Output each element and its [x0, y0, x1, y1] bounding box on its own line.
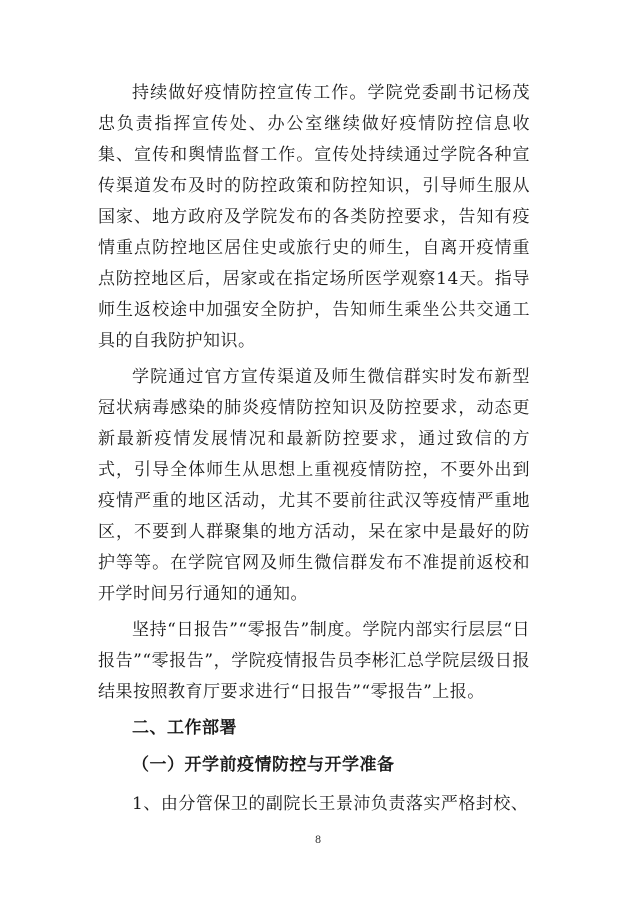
subsection-heading-pre-opening: （一）开学前疫情防控与开学准备	[132, 755, 395, 775]
section-heading-work-deployment: 二、工作部署	[132, 718, 237, 738]
paragraph-daily-report: 坚持“日报告”“零报告”制度。学院内部实行层层“日报告”“零报告”，学院疫情报告员李彬汇总学院层级日报结果按照教育厅要求进行“日报告”“零报告”上报。	[98, 620, 530, 702]
paragraph-epidemic-publicity: 持续做好疫情防控宣传工作。学院党委副书记杨茂忠负责指挥宣传处、办公室继续做好疫情防控信息收集、宣传和舆情监督工作。宣传处持续通过学院各种宣传渠道发布及时的防控政策和防控知识，引导师生服从国家、地方政府及学院发布的各类防控要求，告知有疫情重点防控地区居住史或旅行史的师生，自离开疫情重点防控地区后，居家或在指定场所医学观察14天。指导师生返校途中加强安全防护，告知师生乘坐公共交通工具的自我防护知识。	[98, 83, 530, 351]
list-item-1: 1、由分管保卫的副院长王景沛负责落实严格封校、	[132, 794, 529, 814]
page-content	[98, 78, 530, 825]
page-number: 8	[314, 835, 322, 846]
paragraph-official-channels: 学院通过官方宣传渠道及师生微信群实时发布新型冠状病毒感染的肺炎疫情防控知识及防控要求，动态更新最新疫情发展情况和最新防控要求，通过致信的方式，引导全体师生从思想上重视疫情防控，不要外出到疫情严重的地区活动，尤其不要前往武汉等疫情严重地区，不要到人群聚集的地方活动，呆在家中是最好的防护等等。在学院官网及师生微信群发布不准提前返校和开学时间另行通知的通知。	[98, 367, 530, 604]
